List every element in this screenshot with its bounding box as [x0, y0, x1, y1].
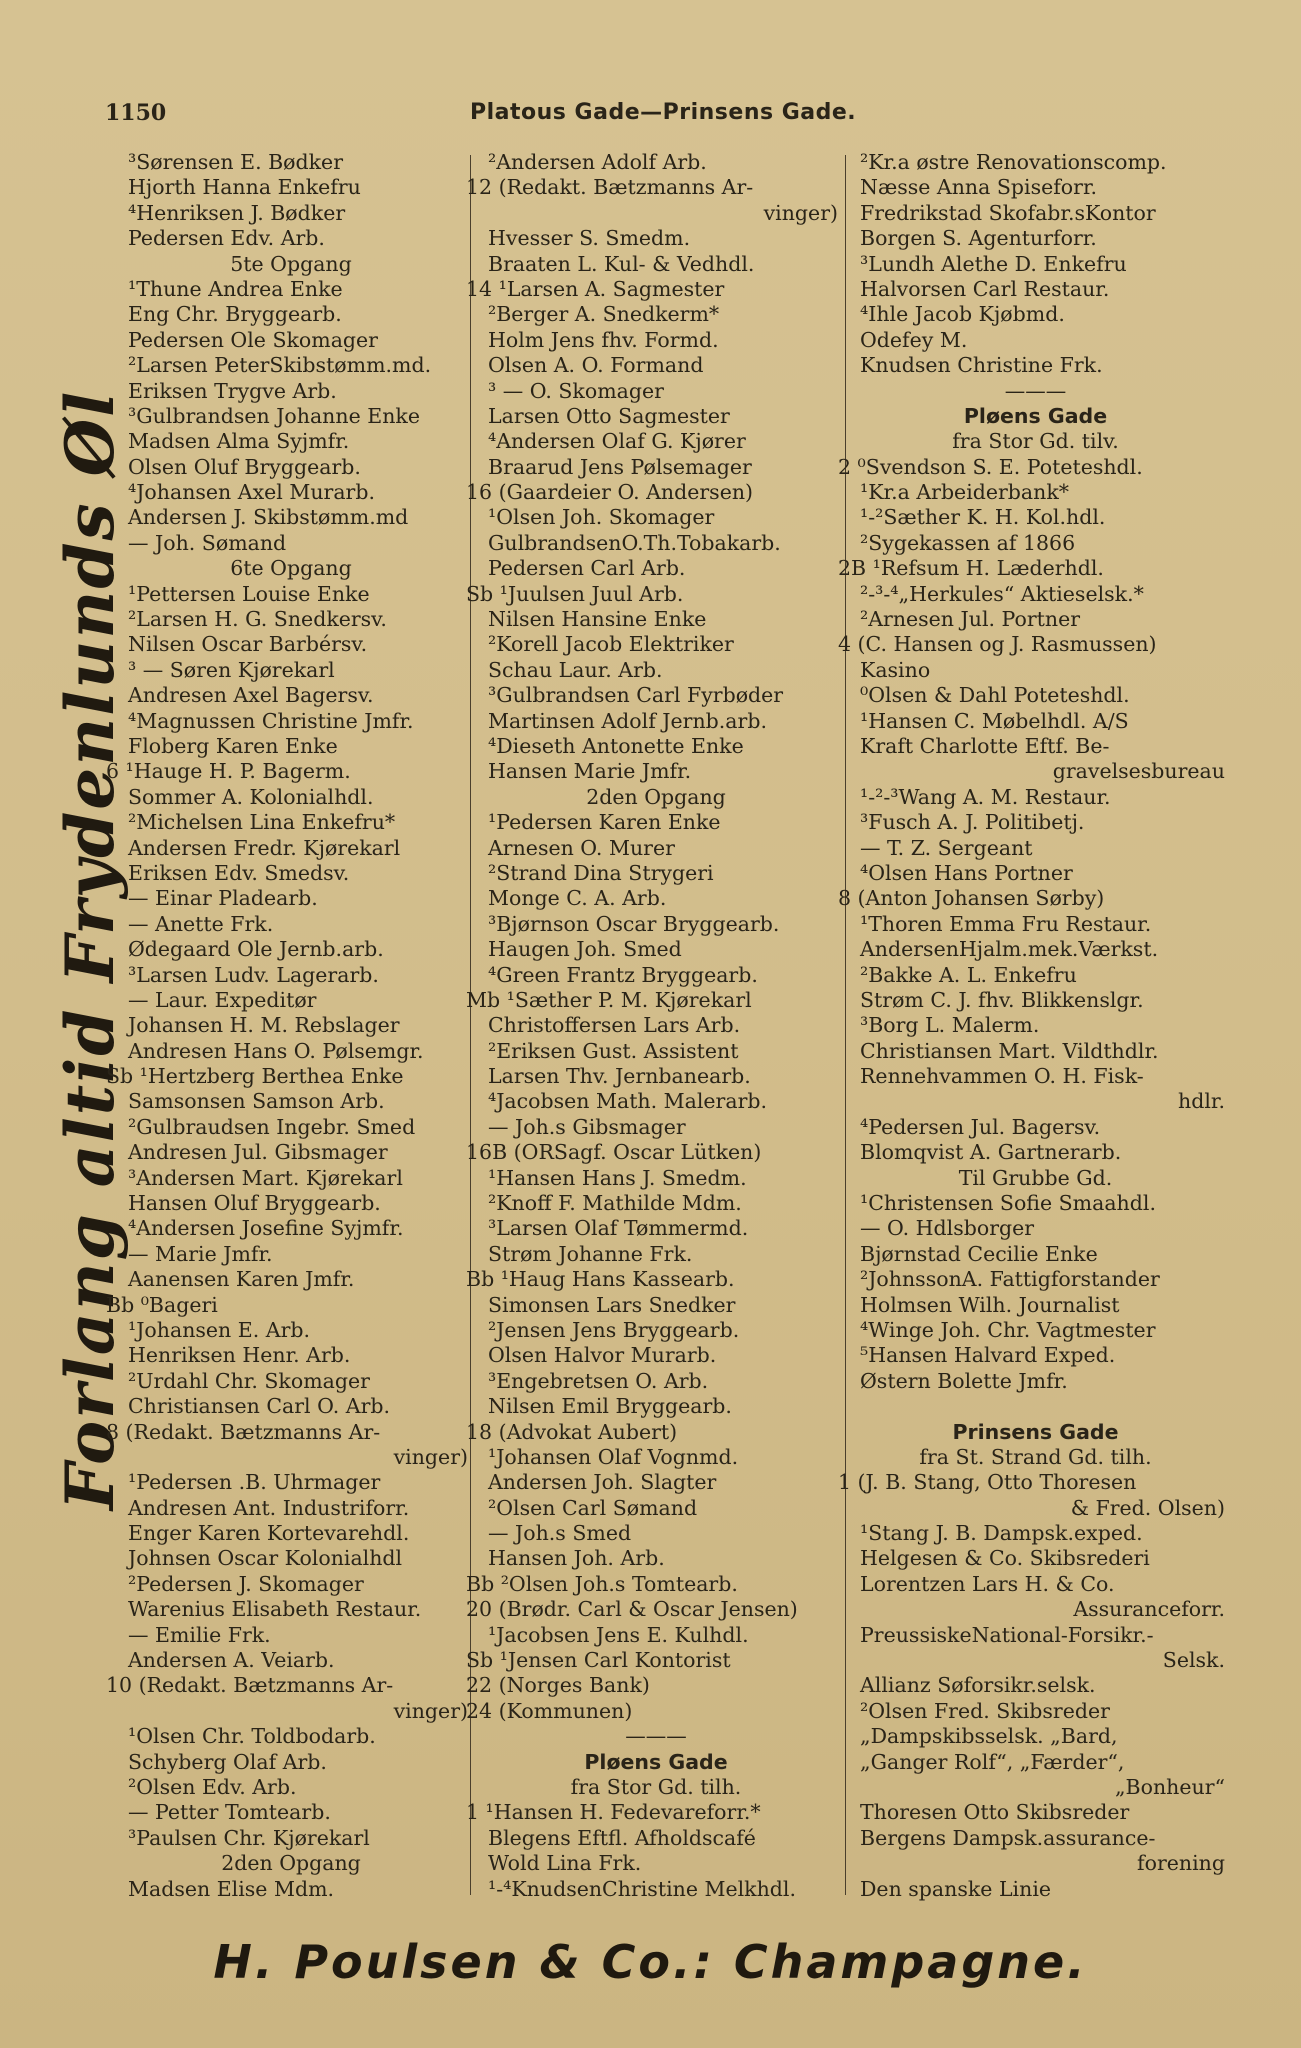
directory-entry: 2 ⁰Svendson S. E. Poteteshdl.: [838, 454, 1143, 479]
directory-entry: ⁴Jacobsen Math. Malerarb.: [488, 1089, 768, 1114]
directory-entry: ¹Johansen E. Arb.: [128, 1317, 311, 1342]
directory-entry: ³Gulbrandsen Johanne Enke: [128, 403, 420, 428]
directory-entry: 2den Opgang: [586, 784, 726, 809]
directory-entry: Nilsen Emil Bryggearb.: [488, 1394, 732, 1419]
directory-entry: „Dampskibsselsk. „Bard,: [860, 1724, 1118, 1749]
directory-entry: — T. Z. Sergeant: [860, 835, 1033, 860]
directory-entry: Nilsen Oscar Barbérsv.: [128, 632, 368, 657]
directory-entry: Monge C. A. Arb.: [488, 886, 667, 911]
directory-entry: 24 (Kommunen): [466, 1698, 633, 1723]
directory-entry: Henriksen Henr. Arb.: [128, 1343, 351, 1368]
directory-entry: Aanensen Karen Jmfr.: [128, 1267, 355, 1292]
directory-entry: ¹Pedersen Karen Enke: [488, 810, 721, 835]
directory-entry: Allianz Søforsikr.selsk.: [860, 1673, 1096, 1698]
directory-entry: ²-³-⁴„Herkules“ Aktieselsk.*: [860, 581, 1144, 606]
directory-entry: Bergens Dampsk.assurance-: [860, 1825, 1156, 1850]
directory-entry: Pedersen Ole Skomager: [128, 327, 378, 352]
footer-advertisement: H. Poulsen & Co.: Champagne.: [213, 1935, 1088, 1989]
directory-entry: hdlr.: [1178, 1089, 1225, 1114]
directory-entry: 14 ¹Larsen A. Sagmester: [466, 276, 725, 301]
directory-entry: Hjorth Hanna Enkefru: [128, 175, 361, 200]
directory-entry: ¹Stang J. B. Dampsk.exped.: [860, 1521, 1143, 1546]
directory-entry: Mb ¹Sæther P. M. Kjørekarl: [466, 987, 752, 1012]
directory-entry: — Marie Jmfr.: [128, 1241, 273, 1266]
directory-entry: Hansen Marie Jmfr.: [488, 759, 692, 784]
directory-entry: ¹Thune Andrea Enke: [128, 276, 343, 301]
directory-entry: ¹Hansen C. Møbelhdl. A/S: [860, 708, 1129, 733]
directory-entry: ⁴Henriksen J. Bødker: [128, 200, 346, 225]
directory-entry: ²Arnesen Jul. Portner: [860, 607, 1081, 632]
directory-entry: Strøm C. J. fhv. Blikkenslgr.: [860, 987, 1144, 1012]
directory-entry: Blomqvist A. Gartnerarb.: [860, 1140, 1122, 1165]
directory-entry: 20 (Brødr. Carl & Oscar Jensen): [466, 1597, 798, 1622]
directory-entry: ³Larsen Ludv. Lagerarb.: [128, 962, 379, 987]
directory-entry: Østern Bolette Jmfr.: [860, 1368, 1068, 1393]
directory-entry: 2B ¹Refsum H. Læderhdl.: [838, 556, 1104, 581]
directory-entry: ⁴Dieseth Antonette Enke: [488, 733, 744, 758]
directory-entry: ²Larsen H. G. Snedkersv.: [128, 607, 387, 632]
directory-entry: „Bonheur“: [1114, 1775, 1225, 1799]
directory-entry: ¹Olsen Chr. Toldbodarb.: [128, 1724, 376, 1749]
directory-entry: Eriksen Trygve Arb.: [128, 378, 337, 403]
directory-entry: ³Gulbrandsen Carl Fyrbøder: [488, 683, 784, 708]
directory-entry: Ødegaard Ole Jernb.arb.: [128, 937, 384, 962]
directory-entry: ²Knoff F. Mathilde Mdm.: [488, 1191, 742, 1216]
directory-entry: Nilsen Hansine Enke: [488, 607, 707, 632]
directory-entry: ¹Jacobsen Jens E. Kulhdl.: [488, 1622, 749, 1647]
directory-entry: Odefey M.: [860, 327, 968, 352]
directory-entry: Pedersen Carl Arb.: [488, 556, 686, 581]
directory-entry: ⁴Andersen Josefine Syjmfr.: [128, 1216, 404, 1241]
directory-entry: [838, 1394, 1233, 1419]
directory-entry: PreussiskeNational-Forsikr.-: [860, 1622, 1154, 1647]
directory-entry: ²Gulbraudsen Ingebr. Smed: [128, 1114, 416, 1139]
directory-column-3: [838, 150, 1233, 1902]
directory-entry: ¹-⁴KnudsenChristine Melkhdl.: [488, 1876, 796, 1901]
directory-entry: Fredrikstad Skofabr.sKontor: [860, 200, 1156, 225]
directory-entry: ¹-²Sæther K. H. Kol.hdl.: [860, 505, 1106, 530]
directory-entry: gravelsesbureau: [1052, 759, 1225, 784]
directory-entry: 18 (Advokat Aubert): [466, 1419, 678, 1444]
directory-entry: Larsen Otto Sagmester: [488, 403, 730, 428]
directory-entry: ⁴Winge Joh. Chr. Vagtmester: [860, 1317, 1156, 1342]
directory-entry: „Ganger Rolf“, „Færder“,: [860, 1749, 1125, 1774]
directory-entry: Kraft Charlotte Eftf. Be-: [860, 733, 1110, 758]
directory-entry: ²Bakke A. L. Enkefru: [860, 962, 1077, 987]
directory-entry: Christoffersen Lars Arb.: [488, 1013, 741, 1038]
directory-entry: Johnsen Oscar Kolonialhdl: [128, 1546, 403, 1571]
directory-entry: fra Stor Gd. tilh.: [570, 1775, 742, 1799]
directory-entry: Kasino: [860, 657, 931, 682]
directory-entry: — Emilie Frk.: [128, 1622, 271, 1647]
directory-entry: — O. Hdlsborger: [860, 1216, 1035, 1241]
directory-entry: Den spanske Linie: [860, 1876, 1052, 1901]
directory-entry: ²Korell Jacob Elektriker: [488, 632, 734, 657]
directory-entry: Braaten L. Kul- & Vedhdl.: [488, 251, 755, 276]
directory-entry: ¹Thoren Emma Fru Restaur.: [860, 911, 1152, 936]
directory-entry: ⁴Olsen Hans Portner: [860, 860, 1073, 885]
directory-entry: ³Engebretsen O. Arb.: [488, 1368, 709, 1393]
directory-entry: Andersen Joh. Slagter: [488, 1470, 717, 1495]
directory-entry: ²Kr.a østre Renovationscomp.: [860, 150, 1167, 174]
directory-entry: forening: [1137, 1851, 1225, 1876]
directory-entry: Andersen A. Veiarb.: [128, 1648, 335, 1673]
directory-entry: — Joh.s Gibsmager: [488, 1114, 686, 1139]
directory-entry: ⁴Johansen Axel Murarb.: [128, 480, 376, 505]
directory-entry: Warenius Elisabeth Restaur.: [128, 1597, 422, 1622]
directory-entry: ³Bjørnson Oscar Bryggearb.: [488, 911, 780, 936]
directory-entry: Floberg Karen Enke: [128, 733, 338, 758]
directory-entry: Hansen Oluf Bryggearb.: [128, 1191, 381, 1216]
directory-entry: Sb ¹Juulsen Juul Arb.: [466, 581, 684, 606]
directory-entry: Braarud Jens Pølsemager: [488, 454, 752, 479]
directory-entry: Madsen Alma Syjmfr.: [128, 429, 350, 454]
street-heading: Pløens Gade: [963, 403, 1108, 428]
running-head: Platous Gade—Prinsens Gade.: [470, 100, 857, 125]
directory-entry: ⁴Pedersen Jul. Bagersv.: [860, 1114, 1101, 1139]
directory-entry: ³Sørensen E. Bødker: [128, 150, 343, 174]
directory-entry: ³ — O. Skomager: [488, 378, 664, 403]
directory-entry: 1 ¹Hansen H. Fedevareforr.*: [466, 1800, 761, 1825]
directory-entry: Borgen S. Agenturforr.: [860, 226, 1097, 251]
directory-entry: Pedersen Edv. Arb.: [128, 226, 325, 251]
directory-entry: ¹Kr.a Arbeiderbank*: [860, 480, 1070, 505]
directory-entry: ⁴Ihle Jacob Kjøbmd.: [860, 302, 1065, 327]
directory-entry: Sb ¹Hertzberg Berthea Enke: [106, 1064, 404, 1089]
directory-entry: ²Michelsen Lina Enkefru*: [128, 810, 396, 835]
directory-entry: Samsonsen Samson Arb.: [128, 1089, 385, 1114]
directory-entry: ²Jensen Jens Bryggearb.: [488, 1317, 740, 1342]
directory-entry: vinger): [763, 200, 838, 225]
directory-entry: ³Lundh Alethe D. Enkefru: [860, 251, 1127, 276]
directory-entry: Christiansen Mart. Vildthdlr.: [860, 1038, 1159, 1063]
directory-entry: ⁴Andersen Olaf G. Kjører: [488, 429, 746, 454]
directory-entry: ———: [1004, 378, 1067, 403]
directory-entry: ²Andersen Adolf Arb.: [488, 150, 707, 174]
directory-entry: ———: [625, 1724, 687, 1749]
directory-entry: ²Larsen PeterSkibstømm.md.: [128, 353, 432, 378]
directory-entry: vinger): [393, 1698, 468, 1723]
directory-entry: Rennehvammen O. H. Fisk-: [860, 1064, 1144, 1089]
directory-entry: Assuranceforr.: [1073, 1597, 1225, 1622]
directory-entry: 8 (Anton Johansen Sørby): [838, 886, 1105, 911]
directory-entry: 4 (C. Hansen og J. Rasmussen): [838, 632, 1157, 657]
directory-entry: Andresen Jul. Gibsmager: [128, 1140, 388, 1165]
directory-entry: ¹Pedersen .B. Uhrmager: [128, 1470, 381, 1495]
directory-entry: ²Eriksen Gust. Assistent: [488, 1038, 739, 1063]
directory-entry: ²Olsen Fred. Skibsreder: [860, 1698, 1110, 1723]
directory-entry: 16 (Gaardeier O. Andersen): [466, 480, 754, 505]
directory-entry: Haugen Joh. Smed: [488, 937, 682, 962]
street-heading: Pløens Gade: [584, 1749, 728, 1774]
directory-entry: 16B (ORSagf. Oscar Lütken): [466, 1140, 762, 1165]
directory-entry: Helgesen & Co. Skibsrederi: [860, 1546, 1150, 1571]
directory-entry: Enger Karen Kortevarehdl.: [128, 1521, 410, 1546]
directory-entry: Madsen Elise Mdm.: [128, 1876, 335, 1901]
directory-entry: ²Strand Dina Strygeri: [488, 860, 714, 885]
directory-entry: Larsen Thv. Jernbanearb.: [488, 1064, 751, 1089]
directory-entry: Olsen A. O. Formand: [488, 353, 704, 378]
directory-entry: AndersenHjalm.mek.Værkst.: [860, 937, 1159, 962]
directory-entry: vinger): [393, 1444, 468, 1469]
directory-entry: ³Andersen Mart. Kjørekarl: [128, 1165, 403, 1190]
directory-entry: ³Borg L. Malerm.: [860, 1013, 1040, 1038]
directory-entry: ⁰Olsen & Dahl Poteteshdl.: [860, 683, 1130, 708]
directory-entry: Arnesen O. Murer: [488, 835, 675, 860]
directory-column-2: [466, 150, 846, 1902]
directory-entry: ²Pedersen J. Skomager: [128, 1571, 364, 1596]
directory-entry: — Anette Frk.: [128, 911, 274, 936]
directory-entry: 6 ¹Hauge H. P. Bagerm.: [106, 759, 351, 784]
directory-entry: ²JohnssonA. Fattigforstander: [860, 1267, 1160, 1292]
directory-entry: Bb ²Olsen Joh.s Tomtearb.: [466, 1571, 738, 1596]
page-number: 1150: [105, 100, 167, 126]
directory-entry: Strøm Johanne Frk.: [488, 1241, 693, 1266]
directory-entry: ³Paulsen Chr. Kjørekarl: [128, 1825, 370, 1850]
directory-entry: ¹-²-³Wang A. M. Restaur.: [860, 784, 1111, 809]
directory-entry: Wold Lina Frk.: [488, 1851, 642, 1876]
directory-entry: Halvorsen Carl Restaur.: [860, 276, 1110, 301]
directory-entry: ⁴Green Frantz Bryggearb.: [488, 962, 758, 987]
directory-entry: — Laur. Expeditør: [128, 987, 317, 1012]
directory-entry: ¹Hansen Hans J. Smedm.: [488, 1165, 747, 1190]
directory-entry: ²Berger A. Snedkerm*: [488, 302, 720, 327]
directory-column-1: [106, 150, 476, 1902]
directory-entry: ⁵Hansen Halvard Exped.: [860, 1343, 1116, 1368]
directory-entry: Bjørnstad Cecilie Enke: [860, 1241, 1098, 1266]
directory-entry: — Joh.s Smed: [488, 1521, 632, 1546]
directory-entry: ³Fusch A. J. Politibetj.: [860, 810, 1085, 835]
directory-entry: ¹Olsen Joh. Skomager: [488, 505, 715, 530]
directory-entry: ¹Johansen Olaf Vognmd.: [488, 1444, 739, 1469]
directory-entry: ²Olsen Carl Sømand: [488, 1495, 698, 1520]
directory-entry: — Joh. Sømand: [128, 530, 287, 555]
directory-entry: ³Larsen Olaf Tømmermd.: [488, 1216, 749, 1241]
directory-entry: GulbrandsenO.Th.Tobakarb.: [488, 530, 781, 555]
directory-entry: Holmsen Wilh. Journalist: [860, 1292, 1120, 1317]
directory-entry: Sommer A. Kolonialhdl.: [128, 784, 374, 809]
directory-entry: Olsen Halvor Murarb.: [488, 1343, 717, 1368]
directory-entry: Martinsen Adolf Jernb.arb.: [488, 708, 767, 733]
directory-entry: Johansen H. M. Rebslager: [128, 1013, 400, 1038]
directory-entry: ²Sygekassen af 1866: [860, 530, 1076, 555]
directory-entry: — Petter Tomtearb.: [128, 1800, 331, 1825]
directory-entry: Andresen Hans O. Pølsemgr.: [128, 1038, 424, 1063]
directory-entry: 10 (Redakt. Bætzmanns Ar-: [106, 1673, 394, 1698]
directory-entry: Hvesser S. Smedm.: [488, 226, 691, 251]
directory-entry: 8 (Redakt. Bætzmanns Ar-: [106, 1419, 381, 1444]
directory-entry: Olsen Oluf Bryggearb.: [128, 454, 361, 479]
directory-entry: ¹Christensen Sofie Smaahdl.: [860, 1191, 1156, 1216]
directory-entry: Thoresen Otto Skibsreder: [860, 1800, 1130, 1825]
directory-entry: Til Grubbe Gd.: [958, 1165, 1113, 1190]
directory-entry: Næsse Anna Spiseforr.: [860, 175, 1098, 200]
directory-entry: Eriksen Edv. Smedsv.: [128, 860, 350, 885]
directory-entry: Schau Laur. Arb.: [488, 657, 663, 682]
directory-entry: 5te Opgang: [230, 251, 352, 276]
directory-entry: Knudsen Christine Frk.: [860, 353, 1103, 378]
directory-entry: Simonsen Lars Snedker: [488, 1292, 736, 1317]
directory-entry: Bb ⁰Bageri: [106, 1292, 218, 1317]
directory-entry: 22 (Norges Bank): [466, 1673, 650, 1698]
directory-entry: ²Urdahl Chr. Skomager: [128, 1368, 370, 1393]
directory-entry: Andersen Fredr. Kjørekarl: [128, 835, 401, 860]
directory-entry: Sb ¹Jensen Carl Kontorist: [466, 1648, 731, 1673]
directory-entry: Bb ¹Haug Hans Kassearb.: [466, 1267, 735, 1292]
directory-entry: 2den Opgang: [221, 1851, 361, 1876]
directory-entry: Holm Jens fhv. Formd.: [488, 327, 719, 352]
directory-entry: ²Olsen Edv. Arb.: [128, 1775, 297, 1799]
directory-entry: Andersen J. Skibstømm.md: [128, 505, 409, 530]
directory-entry: Christiansen Carl O. Arb.: [128, 1394, 391, 1419]
directory-entry: Schyberg Olaf Arb.: [128, 1749, 327, 1774]
directory-entry: ³ — Søren Kjørekarl: [128, 657, 335, 682]
directory-entry: ⁴Magnussen Christine Jmfr.: [128, 708, 414, 733]
directory-entry: Hansen Joh. Arb.: [488, 1546, 665, 1571]
street-heading: Prinsens Gade: [952, 1419, 1119, 1444]
directory-entry: Selsk.: [1162, 1648, 1225, 1673]
directory-entry: Andresen Axel Bagersv.: [128, 683, 374, 708]
directory-entry: Andresen Ant. Industriforr.: [128, 1495, 410, 1520]
directory-entry: ¹Pettersen Louise Enke: [128, 581, 370, 606]
directory-entry: 6te Opgang: [230, 556, 352, 581]
side-advertisement: Forlang altid Frydenlunds Øl: [51, 389, 129, 1511]
directory-entry: 1 (J. B. Stang, Otto Thoresen: [838, 1470, 1137, 1495]
directory-entry: Blegens Eftfl. Afholdscafé: [488, 1825, 756, 1850]
directory-entry: Eng Chr. Bryggearb.: [128, 302, 342, 327]
directory-entry: Lorentzen Lars H. & Co.: [860, 1571, 1115, 1596]
directory-entry: 12 (Redakt. Bætzmanns Ar-: [466, 175, 754, 200]
directory-entry: fra Stor Gd. tilv.: [952, 429, 1119, 454]
directory-entry: — Einar Pladearb.: [128, 886, 318, 911]
directory-entry: & Fred. Olsen): [1070, 1495, 1225, 1520]
directory-entry: fra St. Strand Gd. tilh.: [919, 1444, 1152, 1469]
